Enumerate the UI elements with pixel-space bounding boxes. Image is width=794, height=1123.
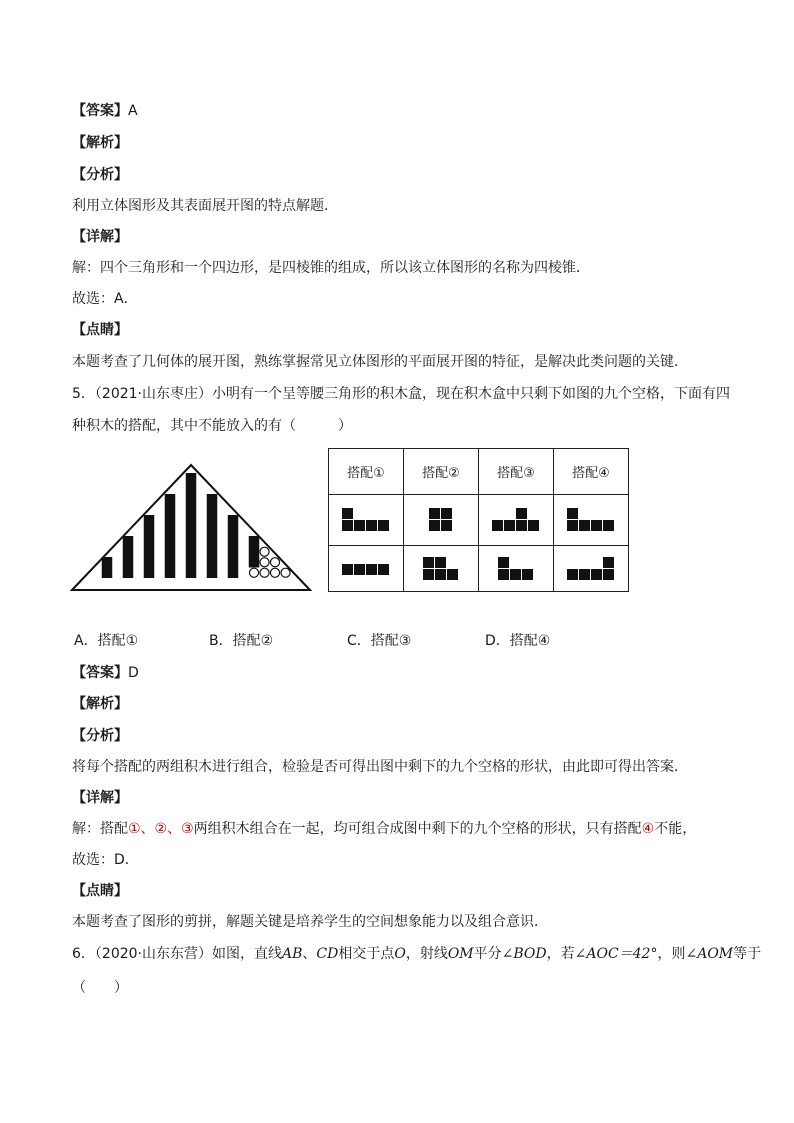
filled-cell bbox=[102, 557, 113, 568]
l-piece bbox=[566, 507, 616, 533]
filled-cell bbox=[186, 494, 197, 505]
filled-cell bbox=[144, 568, 155, 579]
filled-cell bbox=[186, 526, 197, 537]
filled-cell bbox=[207, 557, 218, 568]
empty-cell bbox=[281, 568, 290, 577]
combo-1-piece-b bbox=[329, 546, 404, 592]
answer-tag: 【答案】 bbox=[72, 103, 128, 119]
t-piece bbox=[491, 507, 541, 533]
q6-text: 相交于点 bbox=[338, 946, 395, 962]
q5-detail-tag: 【详解】 bbox=[72, 790, 128, 806]
combo-4-piece-a bbox=[554, 495, 629, 546]
answer-tag: 【答案】 bbox=[72, 665, 128, 681]
q4-fenxi-tag: 【分析】 bbox=[72, 167, 128, 183]
q6-text: 平分 bbox=[473, 946, 502, 962]
square-piece bbox=[428, 507, 454, 533]
p-piece bbox=[422, 556, 460, 582]
filled-cell bbox=[186, 515, 197, 526]
filled-cell bbox=[207, 515, 218, 526]
q6-math-o: O bbox=[394, 946, 406, 962]
empty-cell bbox=[270, 558, 279, 567]
q5-stem-line2: 种积木的搭配，其中不能放入的有（ ） bbox=[72, 418, 352, 434]
filled-cell bbox=[186, 547, 197, 558]
filled-cell bbox=[186, 536, 197, 547]
filled-cell bbox=[249, 547, 260, 558]
q5-stem-line1: 5．（2021·山东枣庄）小明有一个呈等腰三角形的积木盒，现在积木盒中只剩下如图的九个空格，下面有四 bbox=[72, 386, 730, 402]
filled-cell bbox=[228, 568, 239, 579]
q6-text: ，则 bbox=[657, 946, 686, 962]
filled-cell bbox=[207, 526, 218, 537]
filled-cell bbox=[144, 515, 155, 526]
filled-cell bbox=[228, 515, 239, 526]
header-combo-1: 搭配① bbox=[329, 449, 404, 495]
q6-text: 等于 bbox=[733, 946, 762, 962]
triangle-cells bbox=[102, 473, 290, 578]
combo-3-piece-b bbox=[479, 546, 554, 592]
q6-math-om: OM bbox=[447, 946, 474, 962]
q4-analysis-tag: 【解析】 bbox=[72, 135, 128, 151]
option-a: A．搭配① bbox=[74, 633, 139, 649]
q5-fenxi-tag: 【分析】 bbox=[72, 728, 128, 744]
filled-cell bbox=[249, 557, 260, 568]
q6-math-ab: AB bbox=[282, 946, 303, 962]
option-d: D．搭配④ bbox=[485, 633, 551, 649]
option-b: B．搭配② bbox=[209, 633, 274, 649]
filled-cell bbox=[249, 536, 260, 547]
filled-cell bbox=[207, 568, 218, 579]
q5-choose-text: 故选：D． bbox=[72, 852, 139, 868]
filled-cell bbox=[102, 568, 113, 579]
filled-cell bbox=[186, 473, 197, 484]
filled-cell bbox=[186, 557, 197, 568]
header-combo-2: 搭配② bbox=[404, 449, 479, 495]
filled-cell bbox=[165, 505, 176, 516]
triangle-box-figure bbox=[70, 462, 312, 592]
combo-4-piece-b bbox=[554, 546, 629, 592]
filled-cell bbox=[144, 526, 155, 537]
header-combo-4: 搭配④ bbox=[554, 449, 629, 495]
q4-fenxi-text: 利用立体图形及其表面展开图的特点解题． bbox=[72, 198, 338, 214]
filled-cell bbox=[165, 547, 176, 558]
empty-cell bbox=[260, 568, 269, 577]
filled-cell bbox=[144, 557, 155, 568]
filled-cell bbox=[228, 536, 239, 547]
filled-cell bbox=[186, 568, 197, 579]
q6-text: ，射线 bbox=[405, 946, 448, 962]
filled-cell bbox=[165, 526, 176, 537]
option-c: C．搭配③ bbox=[347, 633, 412, 649]
empty-cell bbox=[260, 547, 269, 556]
combo-1-piece-a bbox=[329, 495, 404, 546]
q5-answer bbox=[72, 664, 139, 682]
filled-cell bbox=[186, 484, 197, 495]
q5-analysis-tag: 【解析】 bbox=[72, 696, 128, 712]
q4-comment-text: 本题考查了几何体的展开图，熟练掌握常见立体图形的平面展开图的特征，是解决此类问题的关键． bbox=[72, 354, 688, 370]
detail-highlight-1: ①、②、③ bbox=[128, 821, 194, 837]
q5-detail-text bbox=[72, 820, 696, 838]
filled-cell bbox=[123, 557, 134, 568]
filled-cell bbox=[165, 494, 176, 505]
q6-math-aoc: ∠AOC＝42° bbox=[574, 946, 658, 962]
filled-cell bbox=[228, 526, 239, 537]
q6-math-aom: ∠AOM bbox=[685, 946, 734, 962]
q4-detail-tag: 【详解】 bbox=[72, 229, 128, 245]
empty-cell bbox=[249, 568, 258, 577]
empty-cell bbox=[260, 558, 269, 567]
q6-stem-line2: （ ） bbox=[72, 980, 128, 996]
filled-cell bbox=[123, 547, 134, 558]
l-tetromino-piece bbox=[341, 507, 391, 533]
combination-table bbox=[328, 448, 629, 592]
filled-cell bbox=[228, 557, 239, 568]
filled-cell bbox=[165, 568, 176, 579]
filled-cell bbox=[165, 515, 176, 526]
q6-stem-line1 bbox=[72, 945, 761, 963]
filled-cell bbox=[144, 547, 155, 558]
i-tetromino-piece bbox=[341, 563, 391, 577]
q6-text: 、 bbox=[302, 946, 317, 962]
filled-cell bbox=[207, 547, 218, 558]
filled-cell bbox=[207, 505, 218, 516]
filled-cell bbox=[165, 536, 176, 547]
combo-2-piece-a bbox=[404, 495, 479, 546]
empty-cell bbox=[270, 568, 279, 577]
combo-3-piece-a bbox=[479, 495, 554, 546]
filled-cell bbox=[186, 505, 197, 516]
q6-math-cd: CD bbox=[316, 946, 339, 962]
q5-comment-tag: 【点睛】 bbox=[72, 883, 128, 899]
filled-cell bbox=[123, 536, 134, 547]
combo-2-piece-b bbox=[404, 546, 479, 592]
q5-fenxi-text: 将每个搭配的两组积木进行组合，检验是否可得出图中剩下的九个空格的形状，由此即可得出答案． bbox=[72, 759, 688, 775]
q4-comment-tag: 【点睛】 bbox=[72, 322, 128, 338]
q4-answer bbox=[72, 102, 138, 120]
q6-text: ，若 bbox=[546, 946, 575, 962]
filled-cell bbox=[207, 494, 218, 505]
q4-detail-text: 解：四个三角形和一个四边形，是四棱锥的组成，所以该立体图形的名称为四棱锥． bbox=[72, 260, 590, 276]
filled-cell bbox=[123, 568, 134, 579]
filled-cell bbox=[207, 536, 218, 547]
filled-cell bbox=[228, 547, 239, 558]
answer-value: A bbox=[128, 103, 138, 119]
z-piece bbox=[566, 556, 616, 582]
q4-choose-text: 故选：A． bbox=[72, 291, 138, 307]
q6-math-bod: ∠BOD bbox=[501, 946, 547, 962]
filled-cell bbox=[144, 536, 155, 547]
detail-suffix: 不能， bbox=[654, 821, 697, 837]
corner-piece bbox=[497, 556, 535, 582]
detail-prefix: 解：搭配 bbox=[72, 821, 128, 837]
q5-comment-text: 本题考查了图形的剪拼，解题关键是培养学生的空间想象能力以及组合意识． bbox=[72, 914, 548, 930]
answer-value: D bbox=[128, 665, 139, 681]
detail-mid: 两组积木组合在一起，均可组合成图中剩下的九个空格的形状，只有搭配 bbox=[193, 821, 642, 837]
detail-highlight-2: ④ bbox=[641, 821, 655, 837]
q6-text: 6．（2020·山东东营）如图，直线 bbox=[72, 946, 282, 962]
filled-cell bbox=[165, 557, 176, 568]
header-combo-3: 搭配③ bbox=[479, 449, 554, 495]
